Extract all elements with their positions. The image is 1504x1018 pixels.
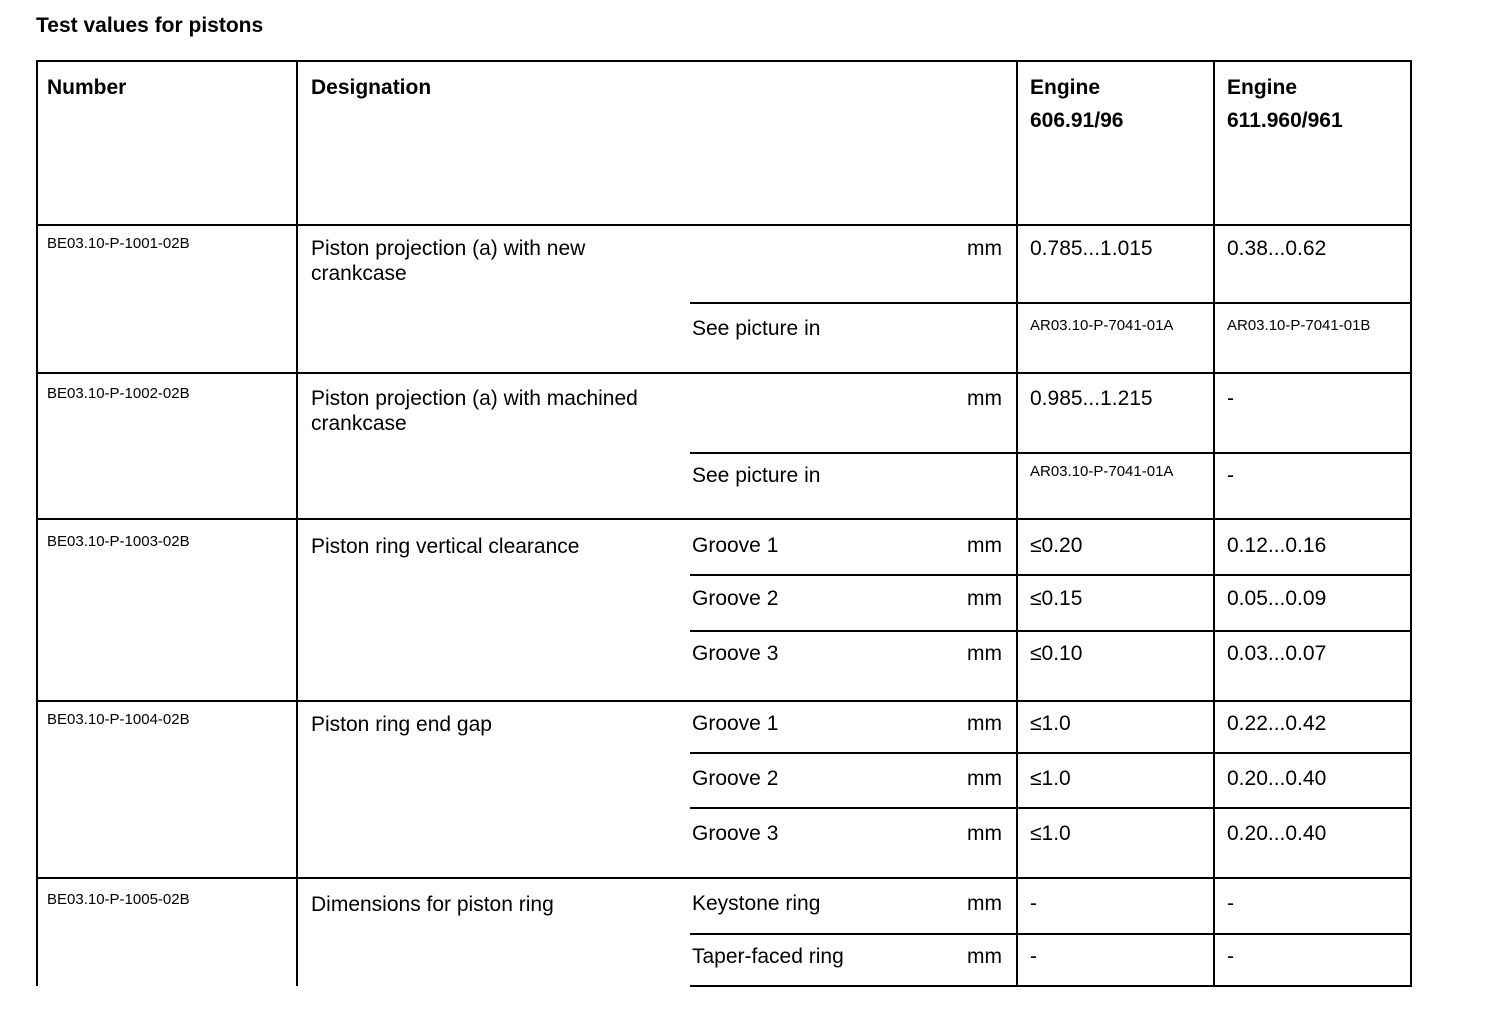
row-number: BE03.10-P-1001-02B bbox=[47, 235, 190, 252]
row-subdesignation: Keystone ring bbox=[692, 892, 821, 915]
table-top-border bbox=[36, 60, 1412, 62]
row-subdesignation: Groove 3 bbox=[692, 642, 779, 665]
row-subdesignation: Groove 2 bbox=[692, 767, 779, 790]
engine-a-value: - bbox=[1030, 945, 1037, 968]
column-divider-engine-b bbox=[1213, 60, 1215, 986]
row-unit: mm bbox=[967, 387, 1002, 410]
row-unit: mm bbox=[967, 237, 1002, 260]
row-subdesignation: Groove 1 bbox=[692, 534, 779, 557]
column-divider-engine-a bbox=[1016, 60, 1018, 986]
engine-b-value: 0.20...0.40 bbox=[1227, 822, 1327, 845]
row-subdesignation: Groove 3 bbox=[692, 822, 779, 845]
header-designation: Designation bbox=[311, 76, 432, 99]
subrow-separator bbox=[690, 933, 1412, 935]
row-subdesignation: Taper-faced ring bbox=[692, 945, 844, 968]
subrow-separator bbox=[690, 630, 1412, 632]
row-separator bbox=[36, 518, 1412, 520]
subrow-separator bbox=[690, 452, 1412, 454]
table-right-border bbox=[1410, 60, 1412, 986]
row-unit: mm bbox=[967, 642, 1002, 665]
row-unit: mm bbox=[967, 767, 1002, 790]
row-unit: mm bbox=[967, 587, 1002, 610]
row-number: BE03.10-P-1004-02B bbox=[47, 711, 190, 728]
header-number: Number bbox=[47, 76, 127, 99]
page-title: Test values for pistons bbox=[36, 14, 264, 37]
subrow-separator bbox=[690, 807, 1412, 809]
row-subdesignation: See picture in bbox=[692, 317, 821, 340]
header-engine-a-label: Engine bbox=[1030, 76, 1101, 99]
row-designation: Piston ring vertical clearance bbox=[311, 535, 580, 558]
row-number: BE03.10-P-1002-02B bbox=[47, 385, 190, 402]
engine-a-value: ≤1.0 bbox=[1030, 822, 1071, 845]
engine-a-value: - bbox=[1030, 892, 1037, 915]
row-unit: mm bbox=[967, 945, 1002, 968]
row-designation: Piston ring end gap bbox=[311, 713, 492, 736]
engine-a-picture-ref: AR03.10-P-7041-01A bbox=[1030, 463, 1174, 480]
engine-a-value: ≤1.0 bbox=[1030, 767, 1071, 790]
engine-b-value: 0.05...0.09 bbox=[1227, 587, 1327, 610]
engine-a-value: ≤1.0 bbox=[1030, 712, 1071, 735]
subrow-separator bbox=[690, 574, 1412, 576]
row-unit: mm bbox=[967, 892, 1002, 915]
row-unit: mm bbox=[967, 822, 1002, 845]
subrow-separator bbox=[690, 985, 1412, 987]
engine-b-value: - bbox=[1227, 387, 1234, 410]
row-separator bbox=[36, 877, 1412, 879]
header-engine-b-label: Engine bbox=[1227, 76, 1298, 99]
engine-a-value: 0.985...1.215 bbox=[1030, 387, 1153, 410]
row-designation: Piston projection (a) with new crankcase bbox=[311, 237, 586, 285]
row-subdesignation: See picture in bbox=[692, 464, 821, 487]
row-subdesignation: Groove 1 bbox=[692, 712, 779, 735]
engine-b-value: 0.20...0.40 bbox=[1227, 767, 1327, 790]
row-number: BE03.10-P-1005-02B bbox=[47, 891, 190, 908]
engine-b-value: 0.12...0.16 bbox=[1227, 534, 1327, 557]
row-number: BE03.10-P-1003-02B bbox=[47, 533, 190, 550]
engine-b-picture-ref: - bbox=[1227, 464, 1234, 487]
engine-a-value: ≤0.20 bbox=[1030, 534, 1083, 557]
row-unit: mm bbox=[967, 534, 1002, 557]
engine-a-picture-ref: AR03.10-P-7041-01A bbox=[1030, 317, 1174, 334]
engine-b-value: 0.03...0.07 bbox=[1227, 642, 1327, 665]
row-separator bbox=[36, 372, 1412, 374]
subrow-separator bbox=[690, 302, 1412, 304]
row-designation: Piston projection (a) with machined crankcase bbox=[311, 387, 638, 435]
row-unit: mm bbox=[967, 712, 1002, 735]
row-subdesignation: Groove 2 bbox=[692, 587, 779, 610]
row-separator bbox=[36, 700, 1412, 702]
engine-a-value: ≤0.10 bbox=[1030, 642, 1083, 665]
engine-a-value: ≤0.15 bbox=[1030, 587, 1083, 610]
column-divider-number bbox=[296, 60, 298, 986]
header-engine-a-code: 606.91/96 bbox=[1030, 109, 1124, 132]
subrow-separator bbox=[690, 752, 1412, 754]
table-left-border bbox=[36, 60, 38, 986]
row-designation: Dimensions for piston ring bbox=[311, 893, 554, 916]
engine-b-value: - bbox=[1227, 945, 1234, 968]
engine-b-value: 0.38...0.62 bbox=[1227, 237, 1327, 260]
header-engine-b-code: 611.960/961 bbox=[1227, 109, 1343, 132]
engine-b-picture-ref: AR03.10-P-7041-01B bbox=[1227, 317, 1371, 334]
engine-b-value: - bbox=[1227, 892, 1234, 915]
row-separator bbox=[36, 224, 1412, 226]
engine-b-value: 0.22...0.42 bbox=[1227, 712, 1327, 735]
engine-a-value: 0.785...1.015 bbox=[1030, 237, 1153, 260]
